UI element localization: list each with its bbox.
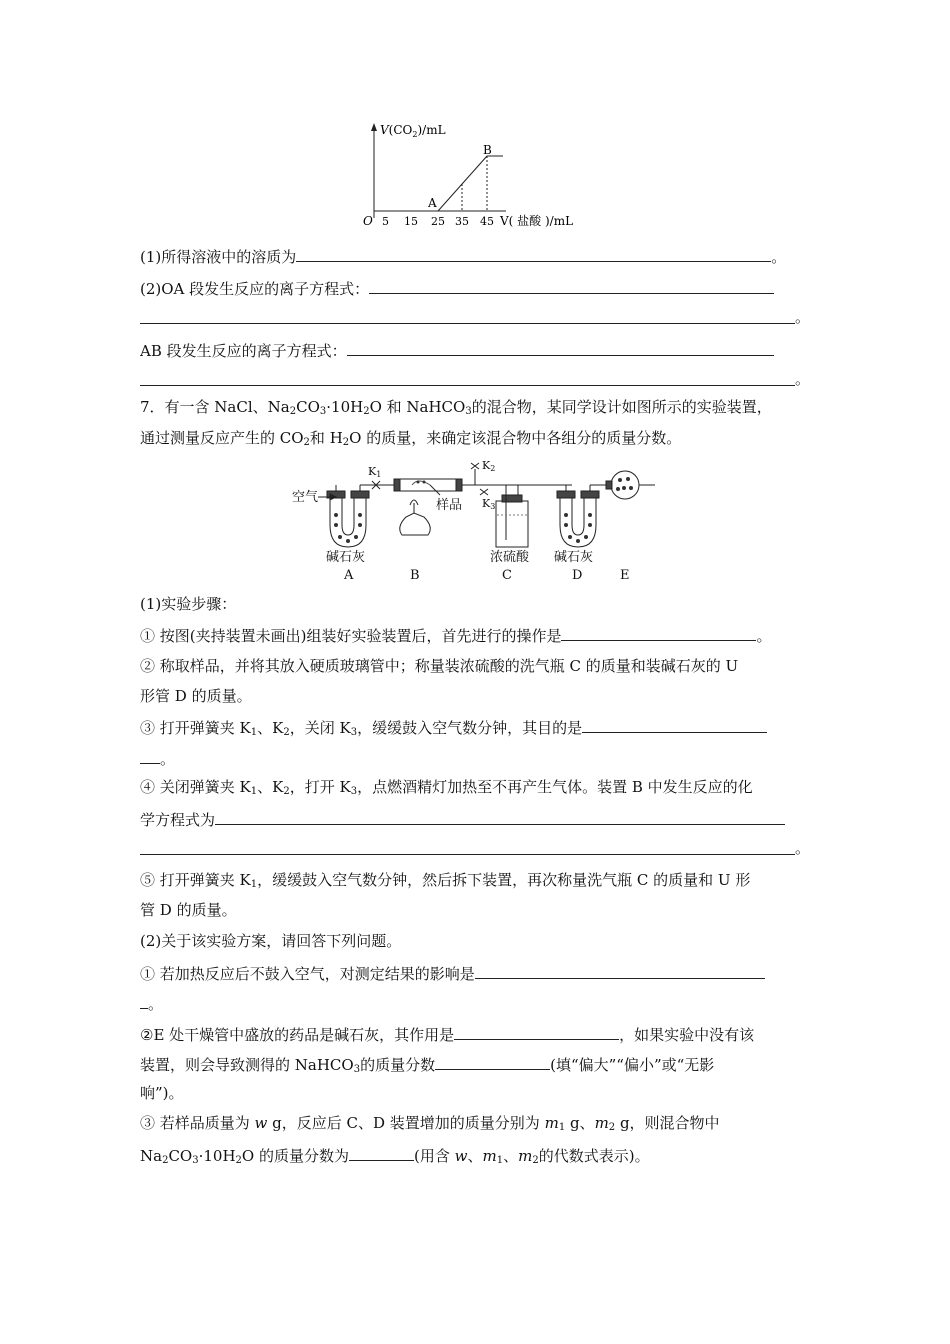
step-1: ① 按图(夹持装置未画出)组装好实验装置后，首先进行的操作是 。 <box>140 624 772 646</box>
answer-blank[interactable] <box>347 339 774 356</box>
label-k3: K3 <box>482 497 496 511</box>
glass-tube-b <box>398 479 458 491</box>
y-axis-label: $V(CO_2)/mL$ <box>380 123 446 139</box>
clamp-k2 <box>471 463 479 469</box>
tick-label: 25 <box>431 215 445 228</box>
step-2-line1: ② 称取样品，并将其放入硬质玻璃管中；称量装浓硫酸的洗气瓶 C 的质量和装碱石灰的 U <box>140 657 739 675</box>
answer-blank[interactable] <box>140 747 160 764</box>
step-4-line2: 学方程式为 <box>140 808 785 830</box>
label-soda-lime-a: 碱石灰 <box>326 550 366 565</box>
answer-blank[interactable] <box>140 838 795 855</box>
tick-label: 35 <box>455 215 469 228</box>
answer-blank[interactable] <box>140 307 795 324</box>
co2-volume-graph <box>360 118 590 238</box>
sample <box>412 481 430 485</box>
step-2-line2: 形管 D 的质量。 <box>140 687 252 705</box>
label-k2: K2 <box>482 459 496 473</box>
answer-blank[interactable] <box>140 369 795 386</box>
step-3: ③ 打开弹簧夹 $K_1$、$K_2$，关闭 $K_3$，缓缓鼓入空气数分钟，其目的是 <box>140 716 767 738</box>
q6-part3-continuation: 。 <box>140 369 810 389</box>
point-b-label: B <box>483 143 492 157</box>
part2-q3-line1: ③ 若样品质量为 w g，反应后 C、D 装置增加的质量分别为 $m_1$ g、$m_2$ g，则混合物中 <box>140 1114 720 1133</box>
part2-q1-continuation: 。 <box>140 992 163 1014</box>
label-c: C <box>502 568 512 583</box>
y-axis-arrow <box>371 123 377 131</box>
answer-blank[interactable] <box>582 716 767 733</box>
q6-part3: AB 段发生反应的离子方程式： <box>140 339 774 361</box>
step-3-continuation: 。 <box>140 747 175 769</box>
ab-segment <box>438 156 487 211</box>
q6-part1: (1)所得溶液中的溶质为 。 <box>140 245 786 267</box>
apparatus-diagram <box>290 455 670 585</box>
part2-q2-line3: 响”)。 <box>140 1084 184 1102</box>
drying-tube-e <box>611 471 639 499</box>
stopper-a-right <box>351 491 369 498</box>
part2-q3-line2: $Na_2CO_3\cdot 10H_2O$ 的质量分数为 (用含 w、$m_1$、$m_2$的代数式表示)。 <box>140 1144 650 1166</box>
origin-label: O <box>363 214 373 228</box>
label-sulfuric-acid: 浓硫酸 <box>490 550 530 565</box>
tick-label: 45 <box>480 215 494 228</box>
tick-label: 15 <box>404 215 418 228</box>
label-k1: K1 <box>368 465 382 479</box>
part2-q2-line1: ②E 处干燥管中盛放的药品是碱石灰，其作用是 ，如果实验中没有该 <box>140 1023 754 1045</box>
answer-blank[interactable] <box>349 1144 414 1161</box>
step-5-line2: 管 D 的质量。 <box>140 901 237 919</box>
label-sample: 样品 <box>436 498 463 513</box>
step-5-line1: ⑤ 打开弹簧夹 $K_1$，缓缓鼓入空气数分钟，然后拆下装置，再次称量洗气瓶 C 的质量和 U 形 <box>140 871 751 890</box>
label-soda-lime-d: 碱石灰 <box>554 550 594 565</box>
wash-bottle-c <box>496 501 528 547</box>
clamp-k3 <box>480 489 488 495</box>
q6-part2: (2)OA 段发生反应的离子方程式： <box>140 277 774 299</box>
answer-blank[interactable] <box>561 624 756 641</box>
alcohol-lamp <box>400 513 431 535</box>
part2-title: (2)关于该实验方案，请回答下列问题。 <box>140 932 402 950</box>
q6-part2-continuation: 。 <box>140 307 810 327</box>
tick-label: 5 <box>382 215 389 228</box>
answer-blank[interactable] <box>475 962 765 979</box>
q7-intro-line1: 7．有一含 NaCl、$Na_2CO_3\cdot 10H_2O$ 和 NaHCO$_3$的混合物，某同学设计如图所示的实验装置， <box>140 398 772 417</box>
label-air: 空气 <box>292 490 319 505</box>
label-e: E <box>620 568 630 583</box>
part2-q2-line2: 装置，则会导致测得的 NaHCO$_3$的质量分数 (填“偏大”“偏小”或“无影 <box>140 1053 714 1075</box>
label-a: A <box>344 568 354 583</box>
label-b: B <box>410 568 420 583</box>
x-axis-label: V( 盐酸 )/mL <box>500 214 574 228</box>
step-4-continuation: 。 <box>140 838 810 858</box>
label-d: D <box>572 568 583 583</box>
answer-blank[interactable] <box>296 245 771 262</box>
answer-blank[interactable] <box>454 1023 619 1040</box>
q7-intro-line2: 通过测量反应产生的 $CO_2$和 $H_2O$ 的质量，来确定该混合物中各组分的质量分数。 <box>140 429 682 448</box>
answer-blank[interactable] <box>140 992 148 1009</box>
point-a-label: A <box>428 196 437 210</box>
step-4-line1: ④ 关闭弹簧夹 $K_1$、$K_2$，打开 $K_3$，点燃酒精灯加热至不再产生气体。装置 B 中发生反应的化 <box>140 778 753 797</box>
answer-blank[interactable] <box>435 1053 550 1070</box>
part2-q1: ① 若加热反应后不鼓入空气，对测定结果的影响是 <box>140 962 765 984</box>
answer-blank[interactable] <box>215 808 785 825</box>
answer-blank[interactable] <box>369 277 774 294</box>
steps-title: (1)实验步骤： <box>140 595 237 613</box>
